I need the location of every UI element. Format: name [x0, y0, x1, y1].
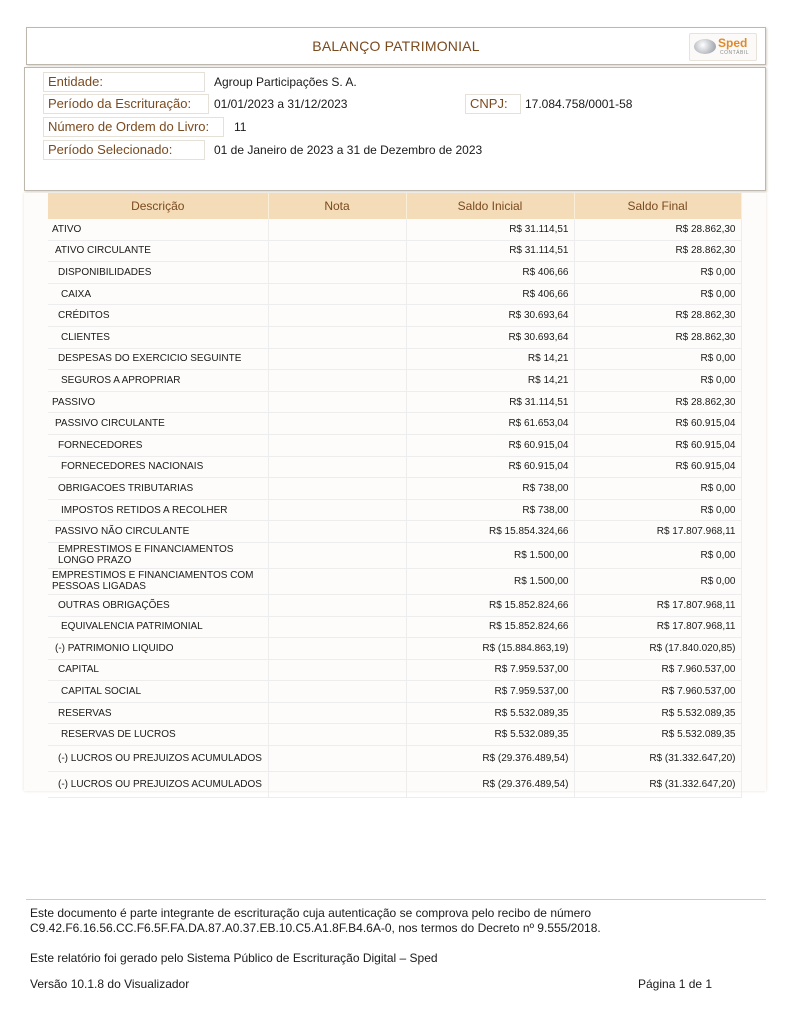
row-nota	[268, 681, 406, 703]
row-saldo-inicial: R$ 31.114,51	[406, 240, 574, 262]
row-nota	[268, 638, 406, 660]
row-descricao: OUTRAS OBRIGAÇÕES	[48, 594, 268, 616]
row-saldo-inicial: R$ 406,66	[406, 262, 574, 284]
row-saldo-inicial: R$ 14,21	[406, 370, 574, 392]
entidade-label: Entidade:	[43, 72, 205, 92]
cnpj-label: CNPJ:	[465, 94, 521, 114]
footer-generated-by: Este relatório foi gerado pelo Sistema Público de Escrituração Digital – Sped	[30, 951, 438, 965]
row-saldo-final: R$ (31.332.647,20)	[574, 772, 741, 798]
table-row	[48, 456, 741, 478]
row-nota	[268, 219, 406, 240]
sped-logo	[689, 33, 757, 61]
row-nota	[268, 326, 406, 348]
row-saldo-final: R$ 28.862,30	[574, 391, 741, 413]
row-nota	[268, 456, 406, 478]
row-saldo-inicial: R$ (29.376.489,54)	[406, 772, 574, 798]
row-descricao: RESERVAS	[48, 702, 268, 724]
table-row	[48, 262, 741, 284]
row-saldo-final: R$ 0,00	[574, 478, 741, 500]
table-row	[48, 616, 741, 638]
table-row	[48, 240, 741, 262]
selecionado-value: 01 de Janeiro de 2023 a 31 de Dezembro de 2023	[214, 143, 483, 157]
row-descricao: CAIXA	[48, 283, 268, 305]
row-descricao: DISPONIBILIDADES	[48, 262, 268, 284]
report-title-bar	[26, 27, 766, 65]
table-row	[48, 594, 741, 616]
table-row	[48, 499, 741, 521]
row-nota	[268, 283, 406, 305]
row-saldo-inicial: R$ 7.959.537,00	[406, 681, 574, 703]
row-saldo-inicial: R$ 30.693,64	[406, 305, 574, 327]
table-row	[48, 638, 741, 660]
row-nota	[268, 724, 406, 746]
entity-info-panel	[24, 67, 766, 191]
row-saldo-final: R$ 60.915,04	[574, 413, 741, 435]
selecionado-label: Período Selecionado:	[43, 140, 205, 160]
row-saldo-final: R$ (31.332.647,20)	[574, 746, 741, 772]
row-nota	[268, 594, 406, 616]
table-row	[48, 305, 741, 327]
row-descricao: OBRIGACOES TRIBUTARIAS	[48, 478, 268, 500]
table-row	[48, 746, 741, 772]
col-header-descricao: Descrição	[48, 193, 268, 219]
row-saldo-final: R$ 28.862,30	[574, 326, 741, 348]
table-row	[48, 391, 741, 413]
row-nota	[268, 542, 406, 568]
table-row	[48, 283, 741, 305]
ordem-value: 11	[234, 120, 247, 134]
row-saldo-final: R$ 0,00	[574, 568, 741, 594]
row-saldo-inicial: R$ 30.693,64	[406, 326, 574, 348]
cnpj-value: 17.084.758/0001-58	[525, 97, 633, 111]
globe-icon	[694, 39, 716, 54]
row-descricao: PASSIVO	[48, 391, 268, 413]
row-descricao: DESPESAS DO EXERCICIO SEGUINTE	[48, 348, 268, 370]
row-descricao: FORNECEDORES	[48, 434, 268, 456]
row-saldo-final: R$ 0,00	[574, 542, 741, 568]
row-nota	[268, 305, 406, 327]
row-descricao: RESERVAS DE LUCROS	[48, 724, 268, 746]
table-row	[48, 724, 741, 746]
table-row	[48, 772, 741, 798]
row-nota	[268, 616, 406, 638]
table-row	[48, 370, 741, 392]
row-saldo-final: R$ 28.862,30	[574, 240, 741, 262]
row-saldo-final: R$ 7.960.537,00	[574, 681, 741, 703]
entidade-value: Agroup Participações S. A.	[214, 75, 357, 89]
row-saldo-final: R$ (17.840.020,85)	[574, 638, 741, 660]
row-saldo-final: R$ 17.807.968,11	[574, 616, 741, 638]
row-saldo-final: R$ 5.532.089,35	[574, 724, 741, 746]
row-descricao: PASSIVO CIRCULANTE	[48, 413, 268, 435]
row-nota	[268, 240, 406, 262]
row-descricao: (-) LUCROS OU PREJUIZOS ACUMULADOS	[48, 772, 268, 798]
row-saldo-inicial: R$ 738,00	[406, 499, 574, 521]
balance-table-panel	[24, 193, 766, 791]
row-descricao: EMPRESTIMOS E FINANCIAMENTOS COM PESSOAS LIGADAS	[48, 568, 268, 594]
row-saldo-inicial: R$ 406,66	[406, 283, 574, 305]
table-row	[48, 478, 741, 500]
table-row	[48, 568, 741, 594]
row-nota	[268, 499, 406, 521]
row-descricao: CLIENTES	[48, 326, 268, 348]
row-saldo-inicial: R$ 15.854.324,66	[406, 521, 574, 543]
row-saldo-inicial: R$ (29.376.489,54)	[406, 746, 574, 772]
row-descricao: (-) LUCROS OU PREJUIZOS ACUMULADOS	[48, 746, 268, 772]
row-saldo-final: R$ 60.915,04	[574, 456, 741, 478]
table-body	[48, 219, 741, 798]
row-nota	[268, 262, 406, 284]
footer-version: Versão 10.1.8 do Visualizador	[30, 977, 190, 991]
row-saldo-inicial: R$ 1.500,00	[406, 542, 574, 568]
report-title: BALANÇO PATRIMONIAL	[312, 38, 480, 54]
footer-auth-line1: Este documento é parte integrante de escrituração cuja autenticação se comprova pelo recibo de número	[30, 906, 591, 920]
row-descricao: EQUIVALENCIA PATRIMONIAL	[48, 616, 268, 638]
row-saldo-inicial: R$ 738,00	[406, 478, 574, 500]
footer-auth-line2: C9.42.F6.16.56.CC.F6.5F.FA.DA.87.A0.37.EB.10.C5.A1.8F.B4.6A-0, nos termos do Decreto nº 9.555/2018.	[30, 921, 601, 935]
row-descricao: CRÉDITOS	[48, 305, 268, 327]
row-nota	[268, 521, 406, 543]
col-header-saldo-inicial: Saldo Inicial	[406, 193, 574, 219]
row-saldo-final: R$ 0,00	[574, 262, 741, 284]
row-saldo-inicial: R$ 31.114,51	[406, 219, 574, 240]
row-saldo-inicial: R$ 60.915,04	[406, 456, 574, 478]
table-row	[48, 681, 741, 703]
col-header-saldo-final: Saldo Final	[574, 193, 741, 219]
col-header-nota: Nota	[268, 193, 406, 219]
row-nota	[268, 434, 406, 456]
row-nota	[268, 772, 406, 798]
table-row	[48, 326, 741, 348]
periodo-label: Período da Escrituração:	[43, 94, 209, 114]
row-saldo-final: R$ 28.862,30	[574, 219, 741, 240]
row-saldo-final: R$ 0,00	[574, 499, 741, 521]
row-saldo-inicial: R$ 15.852.824,66	[406, 594, 574, 616]
row-saldo-inicial: R$ (15.884.863,19)	[406, 638, 574, 660]
footer-page-number: Página 1 de 1	[638, 977, 713, 991]
row-nota	[268, 702, 406, 724]
sped-logo-text: Sped	[718, 36, 748, 50]
row-saldo-final: R$ 17.807.968,11	[574, 594, 741, 616]
row-descricao: EMPRESTIMOS E FINANCIAMENTOS LONGO PRAZO	[48, 542, 268, 568]
row-descricao: CAPITAL SOCIAL	[48, 681, 268, 703]
table-row	[48, 219, 741, 240]
row-nota	[268, 413, 406, 435]
row-saldo-final: R$ 28.862,30	[574, 305, 741, 327]
footer-divider	[26, 899, 766, 900]
row-saldo-final: R$ 17.807.968,11	[574, 521, 741, 543]
table-row	[48, 348, 741, 370]
row-descricao: FORNECEDORES NACIONAIS	[48, 456, 268, 478]
table-row	[48, 702, 741, 724]
row-nota	[268, 348, 406, 370]
row-nota	[268, 568, 406, 594]
row-saldo-inicial: R$ 14,21	[406, 348, 574, 370]
row-saldo-final: R$ 0,00	[574, 283, 741, 305]
row-saldo-inicial: R$ 7.959.537,00	[406, 659, 574, 681]
table-row	[48, 659, 741, 681]
row-nota	[268, 478, 406, 500]
row-descricao: ATIVO CIRCULANTE	[48, 240, 268, 262]
row-descricao: CAPITAL	[48, 659, 268, 681]
ordem-label: Número de Ordem do Livro:	[43, 117, 224, 137]
balance-table	[48, 193, 742, 798]
row-saldo-inicial: R$ 31.114,51	[406, 391, 574, 413]
table-header-row	[48, 193, 741, 219]
row-saldo-final: R$ 5.532.089,35	[574, 702, 741, 724]
row-nota	[268, 391, 406, 413]
row-saldo-inicial: R$ 5.532.089,35	[406, 724, 574, 746]
row-saldo-inicial: R$ 61.653,04	[406, 413, 574, 435]
periodo-value: 01/01/2023 a 31/12/2023	[214, 97, 348, 111]
row-saldo-final: R$ 0,00	[574, 370, 741, 392]
row-nota	[268, 659, 406, 681]
row-saldo-inicial: R$ 5.532.089,35	[406, 702, 574, 724]
table-row	[48, 521, 741, 543]
row-descricao: (-) PATRIMONIO LIQUIDO	[48, 638, 268, 660]
row-saldo-inicial: R$ 60.915,04	[406, 434, 574, 456]
row-nota	[268, 370, 406, 392]
row-descricao: ATIVO	[48, 219, 268, 240]
row-saldo-inicial: R$ 15.852.824,66	[406, 616, 574, 638]
row-saldo-final: R$ 60.915,04	[574, 434, 741, 456]
row-saldo-inicial: R$ 1.500,00	[406, 568, 574, 594]
row-descricao: PASSIVO NÃO CIRCULANTE	[48, 521, 268, 543]
table-row	[48, 434, 741, 456]
row-descricao: SEGUROS A APROPRIAR	[48, 370, 268, 392]
row-descricao: IMPOSTOS RETIDOS A RECOLHER	[48, 499, 268, 521]
table-row	[48, 542, 741, 568]
row-saldo-final: R$ 7.960.537,00	[574, 659, 741, 681]
row-nota	[268, 746, 406, 772]
table-row	[48, 413, 741, 435]
sped-logo-subtext: CONTÁBIL	[720, 50, 750, 56]
row-saldo-final: R$ 0,00	[574, 348, 741, 370]
